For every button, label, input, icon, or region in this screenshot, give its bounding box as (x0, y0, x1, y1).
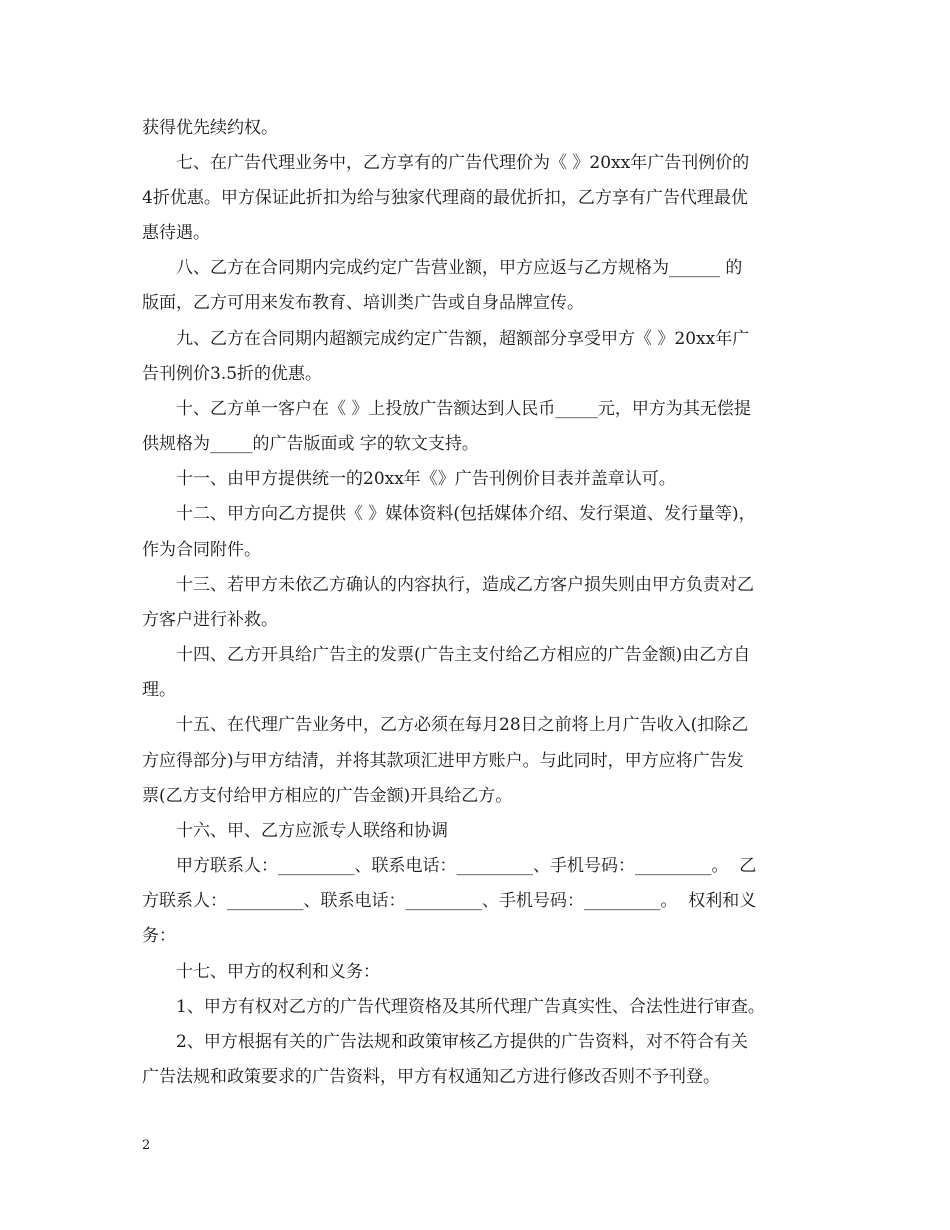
text-line: 十二、甲方向乙方提供《 》媒体资料(包括媒体介绍、发行渠道、发行量等)， (176, 504, 756, 524)
text-line: 十一、由甲方提供统一的20xx年《》广告刊例价目表并盖章认可。 (176, 469, 676, 489)
text-line: 方联系人：_________、联系电话：_________、手机号码：_________。 权利和义 (142, 891, 757, 911)
text-line: 方应得部分)与甲方结清，并将其款项汇进甲方账户。与此同时，甲方应将广告发 (142, 751, 744, 771)
text-line: 供规格为_____的广告版面或 字的软文支持。 (142, 434, 479, 454)
text-line: 九、乙方在合同期内超额完成约定广告额，超额部分享受甲方《 》20xx年广 (176, 329, 750, 349)
text-line: 十三、若甲方未依乙方确认的内容执行，造成乙方客户损失则由甲方负责对乙 (176, 575, 754, 595)
text-line: 版面，乙方可用来发布教育、培训类广告或自身品牌宣传。 (142, 293, 584, 313)
text-line: 十四、乙方开具给广告主的发票(广告主支付给乙方相应的广告金额)由乙方自 (176, 645, 751, 665)
text-line: 1、甲方有权对乙方的广告代理资格及其所代理广告真实性、合法性进行审查。 (176, 997, 765, 1017)
text-line: 理。 (142, 680, 176, 700)
page-number: 2 (142, 1138, 151, 1153)
text-line: 务： (142, 926, 176, 946)
text-line: 七、在广告代理业务中，乙方享有的广告代理价为《 》20xx年广告刊例价的 (176, 153, 750, 173)
text-line: 十六、甲、乙方应派专人联络和协调 (176, 821, 448, 841)
text-line: 惠待遇。 (142, 223, 210, 243)
text-line: 4折优惠。甲方保证此折扣为给与独家代理商的最优折扣，乙方享有广告代理最优 (142, 188, 748, 208)
text-line: 十、乙方单一客户在《 》上投放广告额达到人民币_____元，甲方为其无偿提 (176, 399, 751, 419)
text-line: 广告法规和政策要求的广告资料，甲方有权通知乙方进行修改否则不予刊登。 (142, 1067, 720, 1087)
text-line: 告刊例价3.5折的优惠。 (142, 364, 323, 384)
text-line: 十五、在代理广告业务中，乙方必须在每月28日之前将上月广告收入(扣除乙 (176, 715, 749, 735)
text-line: 方客户进行补救。 (142, 610, 278, 630)
text-line: 作为合同附件。 (142, 540, 261, 560)
text-line: 八、乙方在合同期内完成约定广告营业额，甲方应返与乙方规格为______ 的 (176, 258, 743, 278)
text-line: 甲方联系人：_________、联系电话：_________、手机号码：_________。 乙 (176, 856, 757, 876)
text-line: 票(乙方支付给甲方相应的广告金额)开具给乙方。 (142, 786, 513, 806)
text-line: 2、甲方根据有关的广告法规和政策审核乙方提供的广告资料，对不符合有关 (176, 1032, 748, 1052)
text-line: 获得优先续约权。 (142, 118, 278, 138)
text-line: 十七、甲方的权利和义务： (176, 962, 380, 982)
